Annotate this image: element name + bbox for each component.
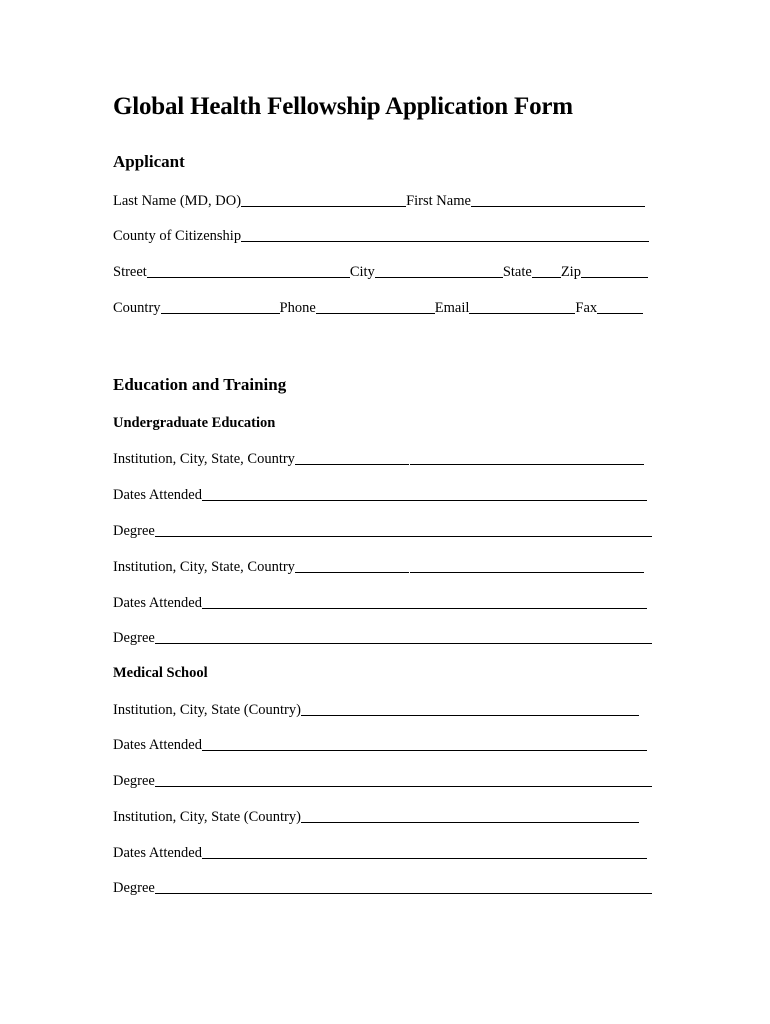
institution-field-part1[interactable] bbox=[295, 464, 409, 465]
institution-field-part1[interactable] bbox=[295, 572, 409, 573]
undergrad-heading: Undergraduate Education bbox=[113, 415, 276, 431]
contact-row bbox=[113, 297, 643, 317]
zip-field[interactable] bbox=[581, 277, 648, 278]
state-label: State bbox=[502, 264, 532, 280]
country-field[interactable] bbox=[161, 313, 280, 314]
education-heading: Education and Training bbox=[113, 375, 287, 394]
last-name-field[interactable] bbox=[241, 206, 406, 207]
city-label: City bbox=[349, 264, 375, 280]
degree-label: Degree bbox=[113, 880, 155, 896]
undergrad-dates-row-1 bbox=[113, 484, 647, 504]
degree-field[interactable] bbox=[155, 786, 652, 787]
form-title: Global Health Fellowship Application Form bbox=[113, 93, 573, 120]
degree-field[interactable] bbox=[155, 536, 652, 537]
zip-label: Zip bbox=[560, 264, 581, 280]
degree-label: Degree bbox=[113, 773, 155, 789]
dates-attended-field[interactable] bbox=[202, 500, 647, 501]
institution-field[interactable] bbox=[301, 822, 639, 823]
institution-label: Institution, City, State, Country bbox=[113, 451, 295, 467]
undergrad-institution-row-1 bbox=[113, 448, 644, 468]
degree-label: Degree bbox=[113, 523, 155, 539]
dates-attended-field[interactable] bbox=[202, 608, 647, 609]
phone-field[interactable] bbox=[316, 313, 435, 314]
dates-attended-label: Dates Attended bbox=[113, 595, 202, 611]
street-field[interactable] bbox=[147, 277, 350, 278]
country-label: Country bbox=[113, 300, 161, 316]
dates-attended-field[interactable] bbox=[202, 858, 647, 859]
state-field[interactable] bbox=[532, 277, 561, 278]
institution-field[interactable] bbox=[301, 715, 639, 716]
fax-label: Fax bbox=[575, 300, 598, 316]
undergrad-institution-row-2 bbox=[113, 556, 644, 576]
citizenship-row bbox=[113, 225, 649, 245]
first-name-label: First Name bbox=[406, 193, 471, 209]
name-row bbox=[113, 190, 645, 210]
county-field[interactable] bbox=[241, 241, 649, 242]
undergrad-degree-row-2 bbox=[113, 627, 652, 647]
last-name-label: Last Name (MD, DO) bbox=[113, 193, 242, 209]
email-label: Email bbox=[434, 300, 470, 316]
undergrad-degree-row-1 bbox=[113, 520, 652, 540]
address-row bbox=[113, 261, 648, 281]
applicant-heading: Applicant bbox=[113, 152, 185, 171]
degree-field[interactable] bbox=[155, 643, 652, 644]
medical-dates-row-1 bbox=[113, 734, 647, 754]
email-field[interactable] bbox=[469, 313, 575, 314]
medical-degree-row-2 bbox=[113, 877, 652, 897]
undergrad-dates-row-2 bbox=[113, 592, 647, 612]
degree-label: Degree bbox=[113, 630, 155, 646]
dates-attended-label: Dates Attended bbox=[113, 737, 202, 753]
city-field[interactable] bbox=[375, 277, 503, 278]
dates-attended-label: Dates Attended bbox=[113, 845, 202, 861]
medical-degree-row-1 bbox=[113, 770, 652, 790]
medical-institution-row-1 bbox=[113, 699, 639, 719]
institution-field-part2[interactable] bbox=[410, 572, 644, 573]
medical-institution-row-2 bbox=[113, 806, 639, 826]
medical-dates-row-2 bbox=[113, 842, 647, 862]
fax-field[interactable] bbox=[597, 313, 643, 314]
dates-attended-field[interactable] bbox=[202, 750, 647, 751]
street-label: Street bbox=[113, 264, 147, 280]
first-name-field[interactable] bbox=[471, 206, 645, 207]
institution-label: Institution, City, State (Country) bbox=[113, 809, 301, 825]
phone-label: Phone bbox=[279, 300, 316, 316]
medical-school-heading: Medical School bbox=[113, 665, 208, 681]
county-label: County of Citizenship bbox=[113, 228, 242, 244]
dates-attended-label: Dates Attended bbox=[113, 487, 202, 503]
institution-label: Institution, City, State (Country) bbox=[113, 702, 301, 718]
institution-field-part2[interactable] bbox=[410, 464, 644, 465]
institution-label: Institution, City, State, Country bbox=[113, 559, 295, 575]
degree-field[interactable] bbox=[155, 893, 652, 894]
